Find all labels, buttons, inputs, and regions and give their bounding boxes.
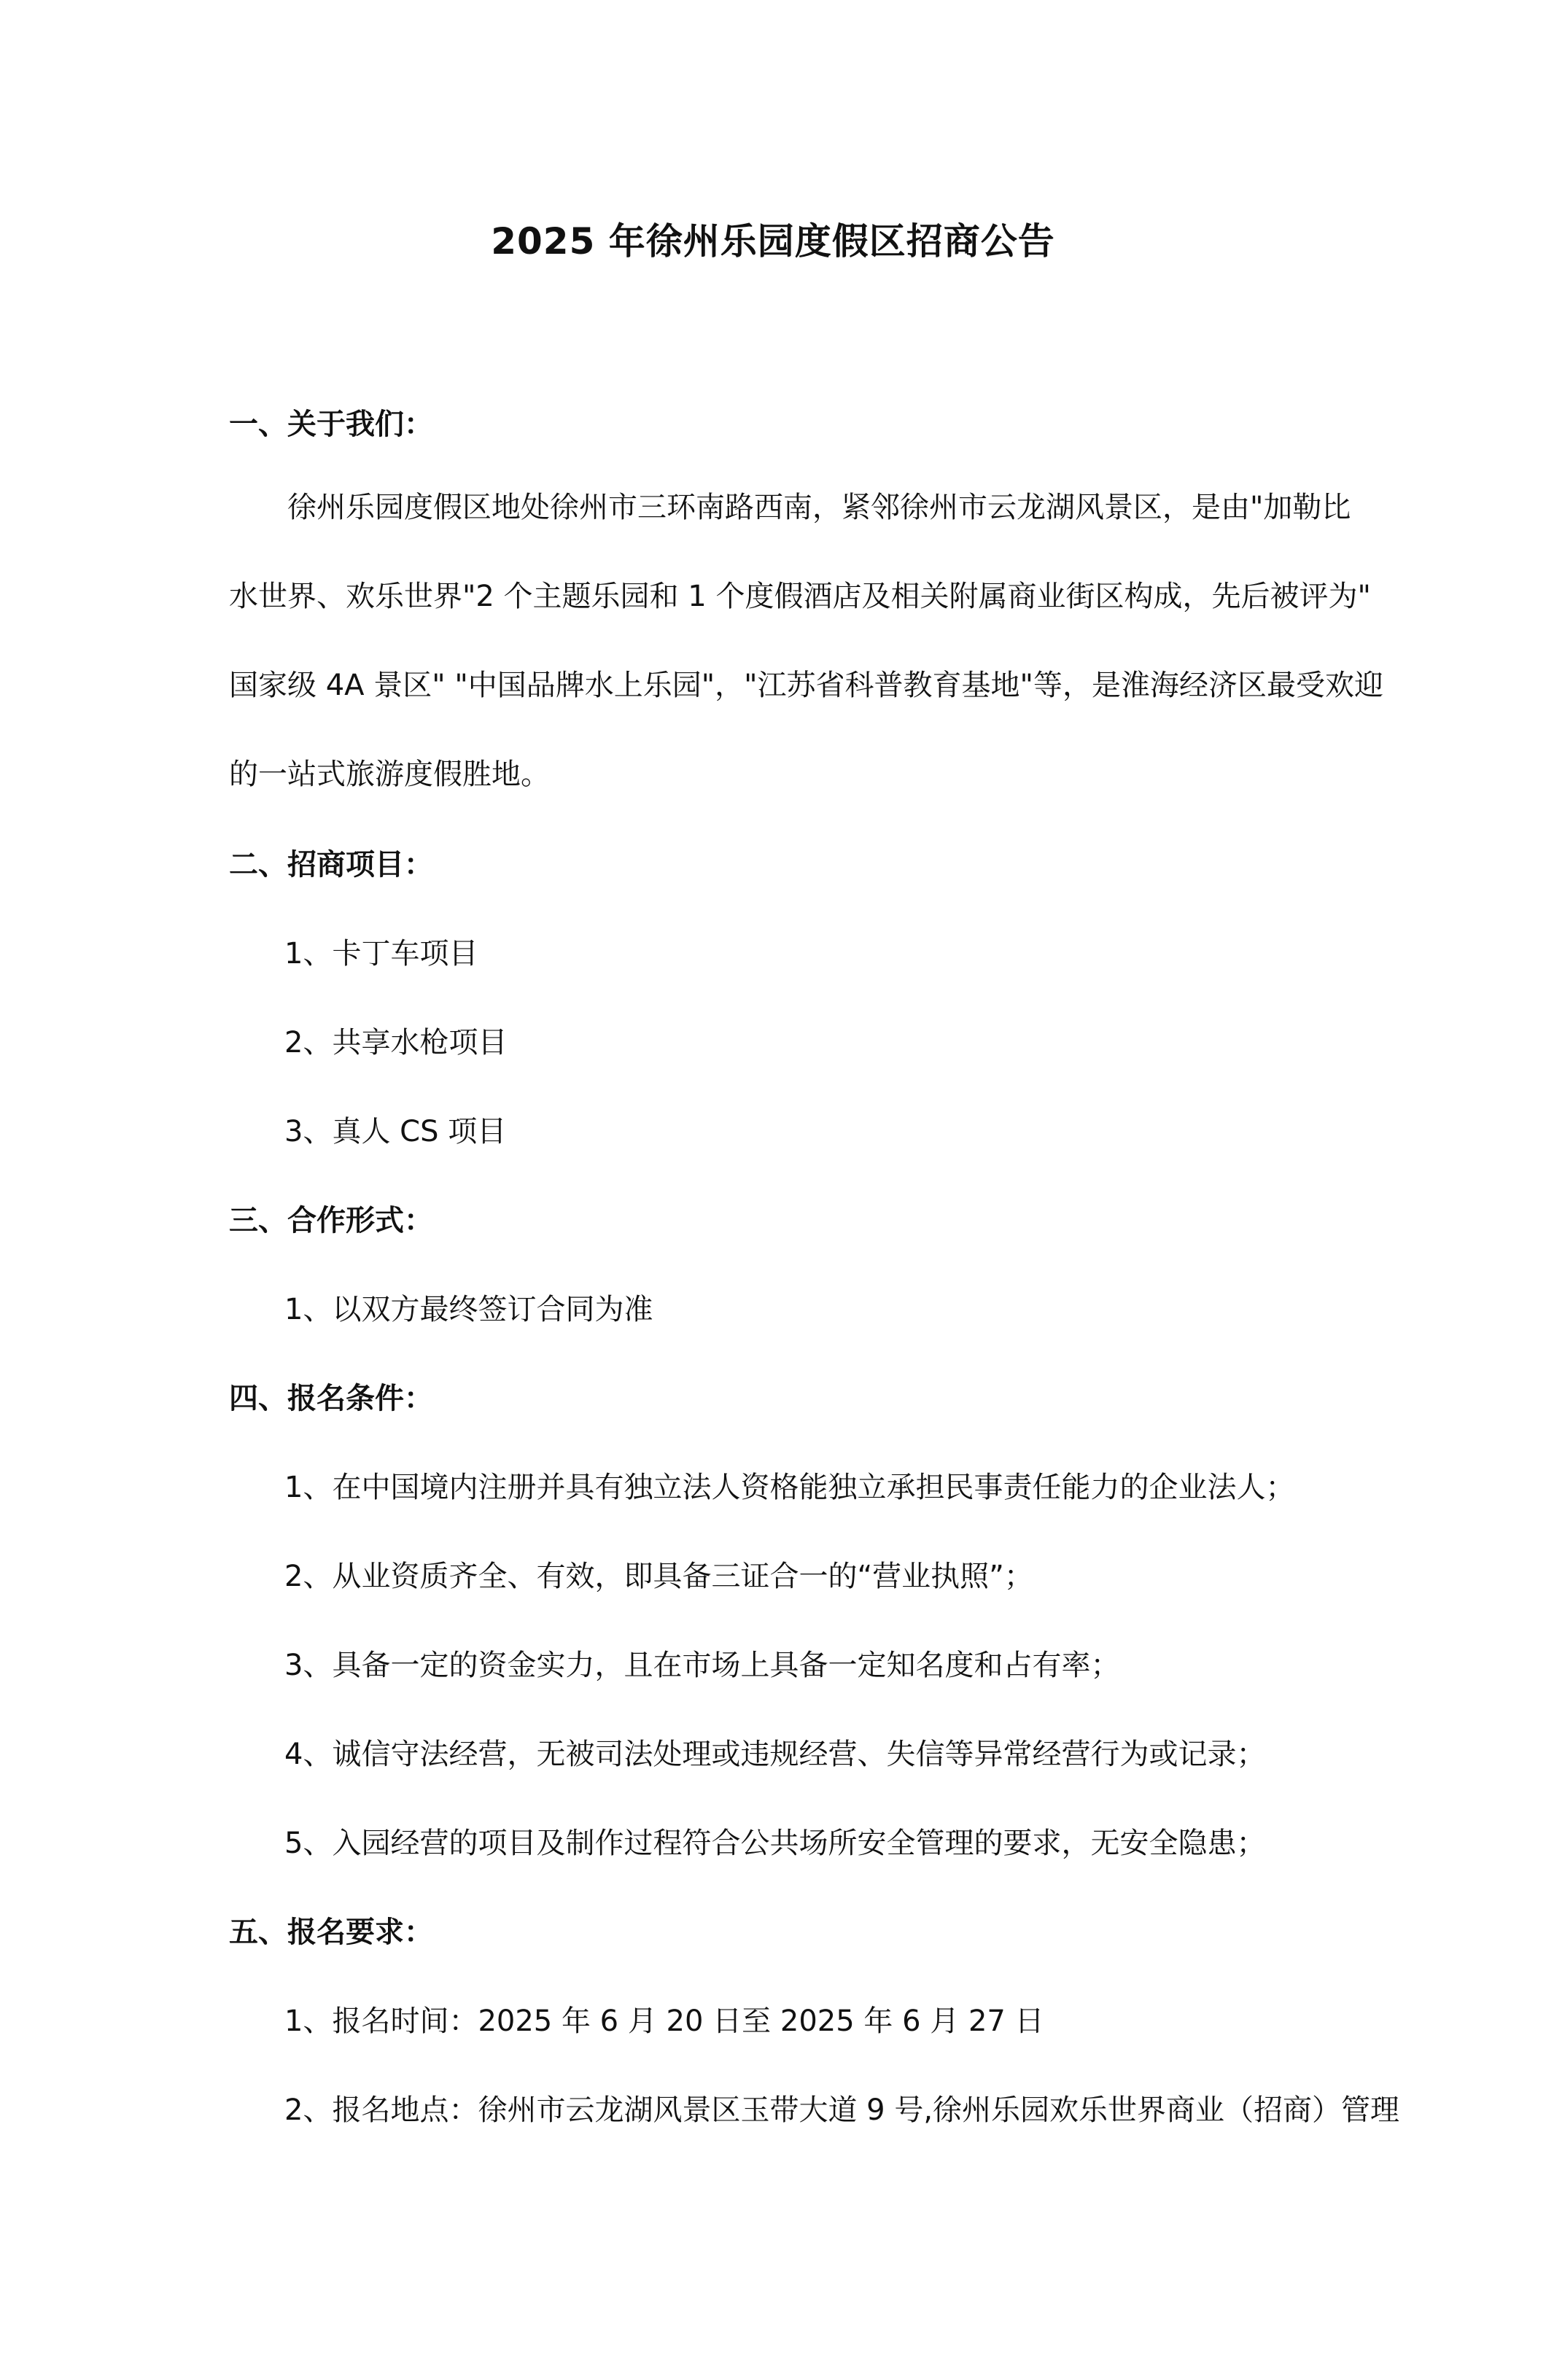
list-item: 4、诚信守法经营，无被司法处理或违规经营、失信等异常经营行为或记录； (284, 1738, 1266, 1771)
list-item: 1、以双方最终签订合同为准 (284, 1293, 653, 1326)
list-item: 3、真人 CS 项目 (284, 1115, 507, 1148)
list-item: 1、卡丁车项目 (284, 937, 478, 971)
about-paragraph-line: 的一站式旅游度假胜地。 (229, 758, 550, 791)
list-item: 2、共享水枪项目 (284, 1026, 508, 1059)
list-item: 2、报名地点：徐州市云龙湖风景区玉带大道 9 号,徐州乐园欢乐世界商业（招商）管理 (284, 2093, 1400, 2127)
list-item: 3、具备一定的资金实力，且在市场上具备一定知名度和占有率； (284, 1649, 1120, 1682)
list-item: 2、从业资质齐全、有效，即具备三证合一的“营业执照”； (284, 1560, 1033, 1593)
section-heading-about: 一、关于我们： (229, 408, 433, 441)
section-heading-conditions: 四、报名条件： (229, 1382, 433, 1415)
section-heading-cooperation: 三、合作形式： (229, 1204, 433, 1237)
about-paragraph-line: 水世界、欢乐世界"2 个主题乐园和 1 个度假酒店及相关附属商业街区构成，先后被评为" (229, 580, 1371, 613)
document-title: 2025 年徐州乐园度假区招商公告 (491, 220, 1055, 262)
list-item: 1、在中国境内注册并具有独立法人资格能独立承担民事责任能力的企业法人； (284, 1471, 1295, 1504)
about-paragraph-line: 国家级 4A 景区" "中国品牌水上乐园"，"江苏省科普教育基地"等，是淮海经济区最受欢迎 (229, 669, 1383, 702)
section-heading-projects: 二、招商项目： (229, 848, 433, 882)
list-item: 5、入园经营的项目及制作过程符合公共场所安全管理的要求，无安全隐患； (284, 1827, 1266, 1860)
about-paragraph-line: 徐州乐园度假区地处徐州市三环南路西南，紧邻徐州市云龙湖风景区，是由"加勒比 (229, 491, 1351, 524)
section-heading-requirements: 五、报名要求： (229, 1916, 433, 1949)
list-item: 1、报名时间：2025 年 6 月 20 日至 2025 年 6 月 27 日 (284, 2004, 1044, 2038)
